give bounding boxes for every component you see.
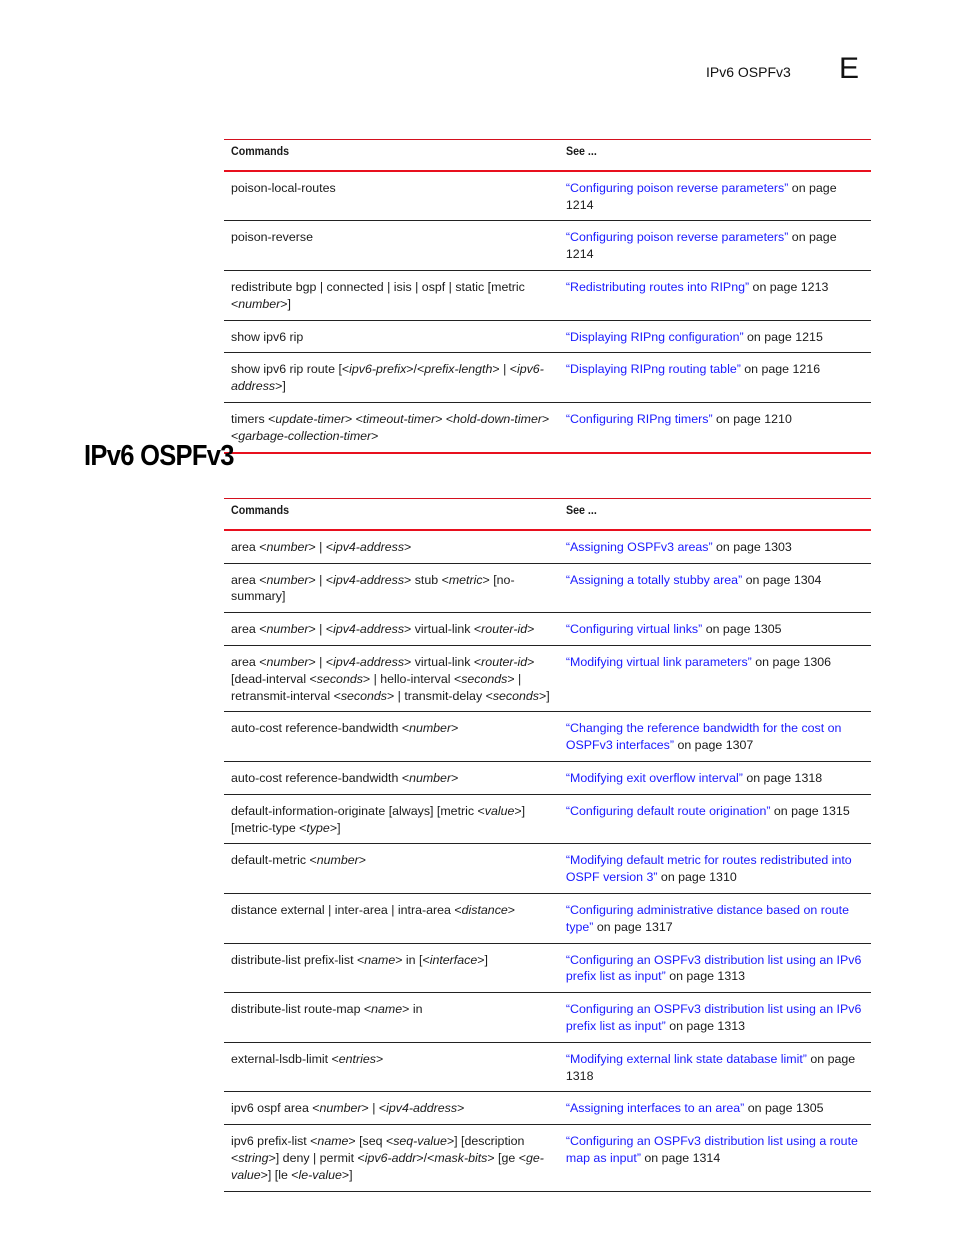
- command-text: > | <: [308, 622, 334, 637]
- command-parameter: name: [317, 1134, 349, 1149]
- command-text: >: [371, 428, 379, 443]
- command-text: >] [le <: [260, 1167, 299, 1182]
- command-parameter: timeout-timer: [362, 411, 436, 426]
- command-text: default-information-originate [always] [metric <: [231, 803, 485, 818]
- cross-reference-link[interactable]: “Modifying exit overflow interval”: [565, 770, 743, 785]
- see-reference-cell: [559, 353, 871, 403]
- table-row: [224, 761, 871, 794]
- section-title: IPv6 OSPFv3: [84, 440, 234, 472]
- table-row: [224, 893, 871, 943]
- ripng-commands-table: [224, 139, 871, 454]
- command-text: >: [358, 853, 367, 868]
- cross-reference-link[interactable]: “Configuring virtual links”: [565, 622, 703, 637]
- command-parameter: seconds: [340, 688, 387, 703]
- see-reference-cell: [559, 794, 871, 844]
- command-parameter: seconds: [316, 671, 363, 686]
- command-text: > | <: [492, 362, 517, 377]
- command-parameter: mask-bits: [434, 1150, 488, 1165]
- table-row: [224, 613, 871, 646]
- command-cell: [224, 270, 559, 320]
- command-parameter: number: [266, 539, 309, 554]
- command-text: > <: [435, 411, 454, 426]
- see-reference-cell: [559, 1092, 871, 1125]
- table-body: [224, 530, 871, 1191]
- command-cell: [224, 221, 559, 271]
- page-reference-text: on page 1305: [702, 622, 782, 637]
- command-text: > stub <: [404, 572, 449, 587]
- command-text: > [no-summary]: [231, 572, 515, 604]
- command-text: > | <: [361, 1101, 387, 1116]
- command-cell: [224, 171, 559, 221]
- command-text: >: [451, 721, 459, 736]
- command-text: > | <: [308, 539, 334, 554]
- table-row: [224, 844, 871, 894]
- command-cell: [224, 645, 559, 711]
- page-reference-text: on page 1216: [740, 362, 821, 377]
- command-parameter: garbage-collection-timer: [238, 428, 372, 443]
- command-text: >: [404, 539, 412, 554]
- command-cell: [224, 1092, 559, 1125]
- cross-reference-link[interactable]: “Changing the reference bandwidth for the cost on OSPFv3 interfaces”: [565, 721, 842, 753]
- command-parameter: entries: [338, 1051, 376, 1066]
- command-cell: [224, 320, 559, 353]
- command-parameter: string: [238, 1150, 269, 1165]
- table-row: [224, 320, 871, 353]
- command-text: > | retransmit-interval <: [231, 671, 522, 703]
- command-parameter: router-id: [481, 622, 528, 637]
- page-reference-text: on page 1315: [770, 803, 850, 818]
- command-cell: [224, 613, 559, 646]
- command-text: >: [457, 1101, 465, 1116]
- cross-reference-link[interactable]: “Displaying RIPng routing table”: [565, 362, 741, 377]
- cross-reference-link[interactable]: “Configuring default route origination”: [565, 803, 771, 818]
- see-reference-cell: [559, 645, 871, 711]
- command-parameter: value: [484, 803, 515, 818]
- command-cell: [224, 402, 559, 452]
- see-reference-cell: [559, 943, 871, 993]
- command-text: > | hello-interval <: [362, 671, 462, 686]
- command-text: >]: [275, 379, 286, 394]
- column-header-commands: Commands: [224, 140, 559, 171]
- cross-reference-link[interactable]: “Modifying default metric for routes redistributed into OSPF version 3”: [565, 853, 852, 885]
- see-reference-cell: [559, 844, 871, 894]
- see-reference-cell: [559, 993, 871, 1043]
- command-parameter: number: [238, 296, 281, 311]
- command-parameter: ge-value: [231, 1150, 544, 1182]
- see-reference-cell: [559, 530, 871, 563]
- command-text: >]: [477, 952, 488, 967]
- command-parameter: number: [316, 853, 359, 868]
- see-reference-cell: [559, 171, 871, 221]
- command-parameter: router-id: [481, 654, 528, 669]
- command-parameter: type: [306, 820, 330, 835]
- command-parameter: seconds: [492, 688, 539, 703]
- command-parameter: ipv4-address: [333, 572, 405, 587]
- command-cell: [224, 1125, 559, 1191]
- cross-reference-link[interactable]: “Configuring poison reverse parameters”: [565, 180, 789, 195]
- cross-reference-link[interactable]: “Redistributing routes into RIPng”: [565, 279, 750, 294]
- command-cell: [224, 943, 559, 993]
- command-parameter: distance: [461, 902, 508, 917]
- command-text: area <: [231, 622, 267, 637]
- command-text: >] deny | permit <: [268, 1150, 365, 1165]
- command-cell: [224, 844, 559, 894]
- command-text: >: [527, 622, 535, 637]
- command-parameter: ipv4-address: [386, 1101, 458, 1116]
- command-text: poison-reverse: [231, 230, 313, 245]
- page-reference-text: on page 1317: [593, 919, 673, 934]
- see-reference-cell: [559, 221, 871, 271]
- cross-reference-link[interactable]: “Assigning a totally stubby area”: [565, 572, 743, 587]
- command-text: > in: [402, 1002, 423, 1017]
- command-text: >]: [280, 296, 291, 311]
- command-parameter: number: [319, 1101, 362, 1116]
- cross-reference-link[interactable]: “Assigning interfaces to an area”: [565, 1101, 745, 1116]
- cross-reference-link[interactable]: “Configuring administrative distance based on route type”: [565, 902, 849, 934]
- command-cell: [224, 993, 559, 1043]
- command-parameter: ipv6-addr: [364, 1150, 417, 1165]
- command-cell: [224, 530, 559, 563]
- cross-reference-link[interactable]: “Modifying virtual link parameters”: [565, 654, 752, 669]
- command-text: > in [<: [395, 952, 430, 967]
- command-text: > [seq <: [348, 1134, 394, 1149]
- command-parameter: prefix-length: [424, 362, 493, 377]
- command-parameter: interface: [429, 952, 478, 967]
- command-text: show ipv6 rip route [<: [231, 362, 350, 377]
- command-text: ipv6 ospf area <: [231, 1101, 320, 1116]
- page-reference-text: on page 1214: [565, 180, 837, 212]
- chapter-letter: E: [839, 52, 860, 85]
- command-text: >: [451, 770, 459, 785]
- command-parameter: seconds: [461, 671, 508, 686]
- see-reference-cell: [559, 270, 871, 320]
- command-text: distribute-list route-map <: [231, 1002, 372, 1017]
- command-text: area <: [231, 539, 267, 554]
- table-body: [224, 171, 871, 453]
- command-text: >] [description <: [231, 1134, 525, 1165]
- command-text: distribute-list prefix-list <: [231, 952, 365, 967]
- cross-reference-link[interactable]: “Configuring an OSPFv3 distribution list using a route map as input”: [565, 1134, 858, 1165]
- cross-reference-link[interactable]: “Displaying RIPng configuration”: [565, 329, 744, 344]
- command-parameter: hold-down-timer: [453, 411, 542, 426]
- command-text: auto-cost reference-bandwidth <: [231, 721, 410, 736]
- table-header-row: [224, 499, 871, 530]
- table-row: [224, 1092, 871, 1125]
- command-cell: [224, 761, 559, 794]
- running-header-title: IPv6 OSPFv3: [706, 64, 791, 80]
- cross-reference-link[interactable]: “Configuring poison reverse parameters”: [565, 230, 789, 245]
- table-row: [224, 993, 871, 1043]
- command-text: >: [375, 1051, 384, 1066]
- table-row: [224, 530, 871, 563]
- table-row: [224, 353, 871, 403]
- page-reference-text: on page 1215: [743, 329, 823, 344]
- cross-reference-link[interactable]: “Modifying external link state database limit”: [565, 1051, 807, 1066]
- table-row: [224, 270, 871, 320]
- command-text: > | <: [308, 572, 334, 587]
- command-parameter: ipv6-prefix: [349, 362, 407, 377]
- page-reference-text: on page 1314: [640, 1150, 721, 1165]
- ospfv3-commands-table: [224, 498, 871, 1192]
- cross-reference-link[interactable]: “Configuring an OSPFv3 distribution list using an IPv6 prefix list as input”: [565, 1002, 862, 1033]
- page-reference-text: on page 1318: [565, 1051, 856, 1083]
- command-text: > <: [344, 411, 363, 426]
- command-text: redistribute bgp | connected | isis | ospf | static [metric <: [231, 279, 525, 311]
- see-reference-cell: [559, 1125, 871, 1191]
- command-cell: [224, 1042, 559, 1092]
- command-text: show ipv6 rip: [231, 329, 304, 344]
- command-parameter: number: [409, 721, 452, 736]
- command-text: > <: [231, 411, 550, 443]
- command-text: >]: [341, 1167, 353, 1182]
- see-reference-cell: [559, 712, 871, 762]
- command-parameter: ipv4-address: [333, 539, 405, 554]
- command-text: >]: [329, 820, 341, 835]
- column-header-commands: Commands: [224, 499, 559, 530]
- command-parameter: number: [266, 572, 309, 587]
- command-text: >: [507, 902, 516, 917]
- page-reference-text: on page 1305: [744, 1101, 824, 1116]
- command-text: area <: [231, 654, 267, 669]
- command-text: ipv6 prefix-list <: [231, 1134, 318, 1149]
- command-parameter: number: [409, 770, 452, 785]
- command-parameter: number: [266, 654, 309, 669]
- see-reference-cell: [559, 893, 871, 943]
- table-row: [224, 1042, 871, 1092]
- command-text: > | <: [308, 654, 334, 669]
- table-row: [224, 402, 871, 452]
- page-reference-text: on page 1304: [742, 572, 822, 587]
- command-cell: [224, 794, 559, 844]
- command-cell: [224, 563, 559, 613]
- table-row: [224, 794, 871, 844]
- see-reference-cell: [559, 1042, 871, 1092]
- page-reference-text: on page 1214: [565, 230, 837, 262]
- command-parameter: name: [364, 952, 396, 967]
- command-text: distance external | inter-area | intra-area <: [231, 902, 462, 917]
- command-text: area <: [231, 572, 267, 587]
- command-parameter: seq-value: [393, 1134, 447, 1149]
- command-parameter: le-value: [298, 1167, 342, 1182]
- command-text: >/<: [406, 362, 425, 377]
- see-reference-cell: [559, 761, 871, 794]
- command-text: >/<: [416, 1150, 435, 1165]
- command-text: auto-cost reference-bandwidth <: [231, 770, 410, 785]
- command-parameter: update-timer: [275, 411, 345, 426]
- page-reference-text: on page 1313: [665, 1018, 745, 1033]
- cross-reference-link[interactable]: “Configuring an OSPFv3 distribution list using an IPv6 prefix list as input”: [565, 952, 862, 984]
- command-text: default-metric <: [231, 853, 317, 868]
- see-reference-cell: [559, 402, 871, 452]
- command-cell: [224, 353, 559, 403]
- page-reference-text: on page 1318: [742, 770, 823, 785]
- command-text: timers <: [231, 411, 276, 426]
- command-text: > virtual-link <: [404, 622, 482, 637]
- page-reference-text: on page 1313: [665, 969, 745, 984]
- table-row: [224, 171, 871, 221]
- page-reference-text: on page 1303: [712, 539, 792, 554]
- command-text: > [ge <: [487, 1150, 526, 1165]
- command-text: >] [metric-type <: [231, 803, 526, 835]
- command-text: > [dead-interval <: [231, 654, 535, 686]
- command-text: > | transmit-delay <: [386, 688, 493, 703]
- column-header-see: See ...: [559, 140, 871, 171]
- page-reference-text: on page 1210: [712, 411, 792, 426]
- command-parameter: ipv4-address: [333, 622, 405, 637]
- command-cell: [224, 712, 559, 762]
- see-reference-cell: [559, 563, 871, 613]
- table-row: [224, 221, 871, 271]
- command-parameter: ipv6-address: [231, 362, 544, 394]
- table-row: [224, 712, 871, 762]
- table-header-row: [224, 140, 871, 171]
- page-reference-text: on page 1306: [751, 654, 832, 669]
- command-text: > virtual-link <: [404, 654, 482, 669]
- command-parameter: ipv4-address: [333, 654, 405, 669]
- command-parameter: name: [371, 1002, 403, 1017]
- column-header-see: See ...: [559, 499, 871, 530]
- command-text: >]: [538, 688, 550, 703]
- table-row: [224, 563, 871, 613]
- cross-reference-link[interactable]: “Configuring RIPng timers”: [565, 411, 713, 426]
- see-reference-cell: [559, 613, 871, 646]
- page-reference-text: on page 1213: [749, 279, 829, 294]
- command-parameter: number: [266, 622, 309, 637]
- command-cell: [224, 893, 559, 943]
- table-row: [224, 943, 871, 993]
- command-text: external-lsdb-limit <: [231, 1051, 339, 1066]
- command-text: poison-local-routes: [231, 180, 336, 195]
- page-reference-text: on page 1307: [674, 738, 754, 753]
- see-reference-cell: [559, 320, 871, 353]
- command-parameter: metric: [448, 572, 483, 587]
- page-reference-text: on page 1310: [657, 870, 737, 885]
- table-row: [224, 1125, 871, 1191]
- table-row: [224, 645, 871, 711]
- cross-reference-link[interactable]: “Assigning OSPFv3 areas”: [565, 539, 713, 554]
